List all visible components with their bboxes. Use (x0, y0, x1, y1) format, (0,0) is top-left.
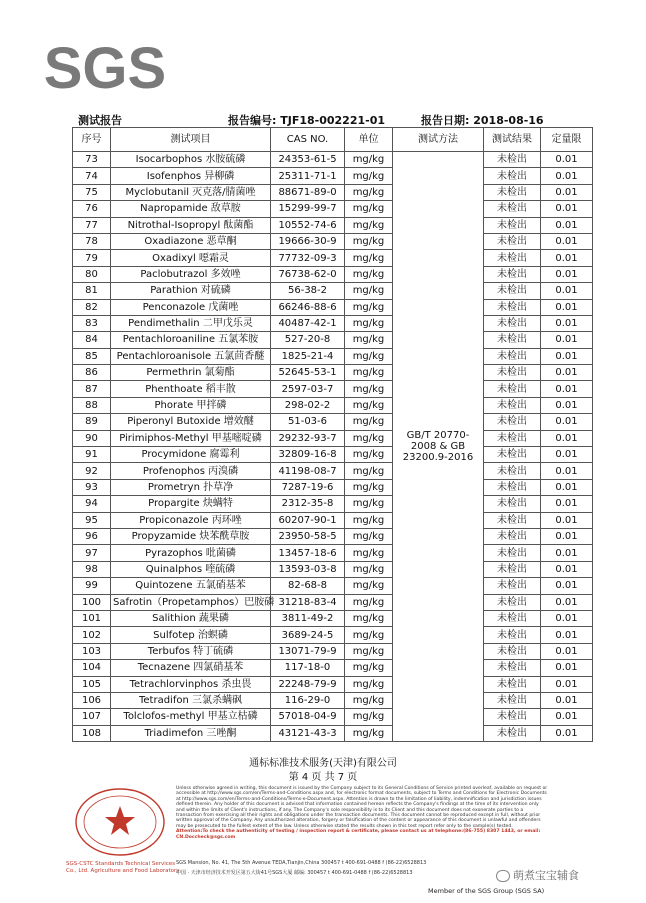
table-row (73, 299, 593, 315)
unit: mg/kg (345, 152, 393, 168)
quantification-limit: 0.01 (541, 578, 593, 594)
table-row (73, 594, 593, 610)
cas-number: 22248-79-9 (271, 676, 345, 692)
quantification-limit: 0.01 (541, 168, 593, 184)
unit: mg/kg (345, 528, 393, 544)
quantification-limit: 0.01 (541, 545, 593, 561)
test-result: 未检出 (484, 610, 541, 626)
row-number: 89 (73, 414, 111, 430)
quantification-limit: 0.01 (541, 283, 593, 299)
unit: mg/kg (345, 250, 393, 266)
quantification-limit: 0.01 (541, 627, 593, 643)
test-item: Triadimefon 三唑酮 (111, 725, 271, 741)
cas-number: 24353-61-5 (271, 152, 345, 168)
test-result: 未检出 (484, 414, 541, 430)
unit: mg/kg (345, 627, 393, 643)
cas-number: 32809-16-8 (271, 447, 345, 463)
quantification-limit: 0.01 (541, 397, 593, 413)
page-number: 第 4 页 共 7 页 (288, 772, 358, 783)
table-row (73, 676, 593, 692)
unit: mg/kg (345, 381, 393, 397)
test-item: Salithion 蔬果磷 (111, 610, 271, 626)
unit: mg/kg (345, 561, 393, 577)
test-item: Profenophos 丙溴磷 (111, 463, 271, 479)
test-result: 未检出 (484, 152, 541, 168)
cas-number: 2597-03-7 (271, 381, 345, 397)
wechat-icon (496, 870, 510, 882)
quantification-limit: 0.01 (541, 201, 593, 217)
wechat-watermark (496, 867, 579, 883)
table-row (73, 283, 593, 299)
row-number: 81 (73, 283, 111, 299)
row-number: 75 (73, 184, 111, 200)
table-row (73, 447, 593, 463)
cas-number: 19666-30-9 (271, 233, 345, 249)
test-item: Piperonyl Butoxide 增效醚 (111, 414, 271, 430)
row-number: 101 (73, 610, 111, 626)
cas-number: 77732-09-3 (271, 250, 345, 266)
test-item: Propyzamide 炔苯酰草胺 (111, 528, 271, 544)
row-number: 82 (73, 299, 111, 315)
table-row (73, 250, 593, 266)
cas-number: 527-20-8 (271, 332, 345, 348)
quantification-limit: 0.01 (541, 725, 593, 741)
test-item: Tetrachlorvinphos 杀虫畏 (111, 676, 271, 692)
test-result: 未检出 (484, 250, 541, 266)
row-number: 104 (73, 660, 111, 676)
company-name: 通标标准技术服务(天津)有限公司 (249, 758, 397, 769)
test-result: 未检出 (484, 512, 541, 528)
cas-number: 57018-04-9 (271, 709, 345, 725)
unit: mg/kg (345, 463, 393, 479)
quantification-limit: 0.01 (541, 709, 593, 725)
row-number: 88 (73, 397, 111, 413)
unit: mg/kg (345, 299, 393, 315)
quantification-limit: 0.01 (541, 266, 593, 282)
quantification-limit: 0.01 (541, 496, 593, 512)
table-row (73, 610, 593, 626)
report-header (78, 111, 578, 127)
address-cn: 中国 · 天津市经济技术开发区第五大街41号SGS大厦 邮编: 300457 t 400-691-0488 f (86-22)6528813 (176, 870, 413, 876)
sgs-logo (43, 36, 167, 101)
cas-number: 13071-79-9 (271, 643, 345, 659)
cas-number: 13457-18-6 (271, 545, 345, 561)
cas-number: 51-03-6 (271, 414, 345, 430)
column-header: 序号 (73, 128, 111, 152)
test-item: Permethrin 氯菊酯 (111, 365, 271, 381)
quantification-limit: 0.01 (541, 561, 593, 577)
test-result: 未检出 (484, 283, 541, 299)
column-header: CAS NO. (271, 128, 345, 152)
table-row (73, 430, 593, 446)
cas-number: 1825-21-4 (271, 348, 345, 364)
column-header: 测试结果 (484, 128, 541, 152)
unit: mg/kg (345, 332, 393, 348)
report-number: 报告编号: TJF18-002221-01 (228, 114, 386, 127)
quantification-limit: 0.01 (541, 463, 593, 479)
unit: mg/kg (345, 365, 393, 381)
row-number: 98 (73, 561, 111, 577)
cas-number: 56-38-2 (271, 283, 345, 299)
test-result: 未检出 (484, 299, 541, 315)
row-number: 77 (73, 217, 111, 233)
table-row (73, 332, 593, 348)
seal-lab-text: SGS-CSTC Standards Technical Services Co., Ltd. Agriculture and Food Laboratory (66, 861, 180, 874)
test-result: 未检出 (484, 233, 541, 249)
unit: mg/kg (345, 496, 393, 512)
unit: mg/kg (345, 414, 393, 430)
test-result: 未检出 (484, 676, 541, 692)
table-row (73, 463, 593, 479)
test-result: 未检出 (484, 430, 541, 446)
quantification-limit: 0.01 (541, 184, 593, 200)
test-method: GB/T 20770-2008 & GB 23200.9-2016 (393, 152, 484, 742)
test-result: 未检出 (484, 348, 541, 364)
unit: mg/kg (345, 692, 393, 708)
unit: mg/kg (345, 217, 393, 233)
test-result: 未检出 (484, 561, 541, 577)
unit: mg/kg (345, 447, 393, 463)
test-result: 未检出 (484, 332, 541, 348)
quantification-limit: 0.01 (541, 332, 593, 348)
test-item: Terbufos 特丁硫磷 (111, 643, 271, 659)
quantification-limit: 0.01 (541, 676, 593, 692)
row-number: 78 (73, 233, 111, 249)
test-item: Quintozene 五氯硝基苯 (111, 578, 271, 594)
row-number: 95 (73, 512, 111, 528)
row-number: 99 (73, 578, 111, 594)
sgs-logo-text: SGS (43, 36, 167, 101)
results-table (72, 127, 593, 742)
row-number: 90 (73, 430, 111, 446)
cas-number: 29232-93-7 (271, 430, 345, 446)
unit: mg/kg (345, 610, 393, 626)
quantification-limit: 0.01 (541, 414, 593, 430)
test-item: Penconazole 戊菌唑 (111, 299, 271, 315)
row-number: 93 (73, 479, 111, 495)
quantification-limit: 0.01 (541, 479, 593, 495)
test-result: 未检出 (484, 545, 541, 561)
row-number: 73 (73, 152, 111, 168)
test-item: Tolclofos-methyl 甲基立枯磷 (111, 709, 271, 725)
attention-text: Attention:To check the authenticity of testing / inspection report & certificate, please contact us at telephone:(86-755) 8307 1443, or email: CN.Doccheck@sgs.com (176, 829, 541, 840)
quantification-limit: 0.01 (541, 528, 593, 544)
unit: mg/kg (345, 512, 393, 528)
report-date: 报告日期: 2018-08-16 (421, 114, 544, 127)
test-item: Pirimiphos-Methyl 甲基嘧啶磷 (111, 430, 271, 446)
table-header-row (73, 128, 593, 152)
row-number: 85 (73, 348, 111, 364)
quantification-limit: 0.01 (541, 348, 593, 364)
test-result: 未检出 (484, 447, 541, 463)
quantification-limit: 0.01 (541, 152, 593, 168)
row-number: 108 (73, 725, 111, 741)
unit: mg/kg (345, 709, 393, 725)
row-number: 107 (73, 709, 111, 725)
row-number: 97 (73, 545, 111, 561)
test-item: Prometryn 扑草净 (111, 479, 271, 495)
quantification-limit: 0.01 (541, 365, 593, 381)
row-number: 80 (73, 266, 111, 282)
table-row (73, 315, 593, 331)
test-result: 未检出 (484, 381, 541, 397)
table-row (73, 348, 593, 364)
test-item: Sulfotep 治螟磷 (111, 627, 271, 643)
test-item: Procymidone 腐霉利 (111, 447, 271, 463)
quantification-limit: 0.01 (541, 430, 593, 446)
table-row (73, 528, 593, 544)
cas-number: 41198-08-7 (271, 463, 345, 479)
address-en: SGS Mansion, No. 41, The 5th Avenue TEDA,Tianjin,China 300457 t 400-691-0488 f (86-22)6528813 (176, 860, 427, 866)
column-header: 单位 (345, 128, 393, 152)
unit: mg/kg (345, 168, 393, 184)
table-body (73, 152, 593, 742)
test-item: Safrotin（Propetamphos）巴胺磷 (111, 594, 271, 610)
test-result: 未检出 (484, 496, 541, 512)
test-item: Parathion 对硫磷 (111, 283, 271, 299)
unit: mg/kg (345, 545, 393, 561)
quantification-limit: 0.01 (541, 233, 593, 249)
cas-number: 13593-03-8 (271, 561, 345, 577)
test-result: 未检出 (484, 463, 541, 479)
quantification-limit: 0.01 (541, 610, 593, 626)
test-result: 未检出 (484, 578, 541, 594)
unit: mg/kg (345, 430, 393, 446)
row-number: 79 (73, 250, 111, 266)
cas-number: 25311-71-1 (271, 168, 345, 184)
quantification-limit: 0.01 (541, 315, 593, 331)
test-item: Pendimethalin 二甲戊乐灵 (111, 315, 271, 331)
column-header: 测试方法 (393, 128, 484, 152)
quantification-limit: 0.01 (541, 447, 593, 463)
table-row (73, 545, 593, 561)
quantification-limit: 0.01 (541, 512, 593, 528)
disclaimer-text: Unless otherwise agreed in writing, this document is issued by the Company subject to its General Conditions of Service printed overleaf, available on request or accessible at http://www.sgs.com/en/Terms-and-Conditions.aspx and, for electronic format documents, subject to Terms and Conditions for Electronic Documents at http://www.sgs.com/en/Terms-and-Conditions/Terms-e-Document.aspx. Attention is drawn to the limitation of liability, indemnification and jurisdiction issues defined therein. Any holder of this document is advised that information contained hereon reflects the Company's findings at the time of its intervention only and within the limits of Client's instructions, if any. The Company's sole responsibility is to its Client and this document does not exonerate parties to a transaction from exercising all their rights and obligations under the transaction documents. This document cannot be reproduced except in full, without prior written approval of the Company. Any unauthorized alteration, forgery or falsification of the content or appearance of this document is unlawful and offenders may be prosecuted to the fullest extent of the law. Unless otherwise stated the results shown in this test report refer only to the sample(s) tested. (176, 786, 548, 829)
cas-number: 76738-62-0 (271, 266, 345, 282)
cas-number: 10552-74-6 (271, 217, 345, 233)
row-number: 94 (73, 496, 111, 512)
test-result: 未检出 (484, 184, 541, 200)
unit: mg/kg (345, 594, 393, 610)
row-number: 100 (73, 594, 111, 610)
row-number: 76 (73, 201, 111, 217)
test-result: 未检出 (484, 479, 541, 495)
column-header: 定量限 (541, 128, 593, 152)
table-row (73, 381, 593, 397)
row-number: 74 (73, 168, 111, 184)
row-number: 106 (73, 692, 111, 708)
test-result: 未检出 (484, 627, 541, 643)
unit: mg/kg (345, 266, 393, 282)
test-item: Isofenphos 异柳磷 (111, 168, 271, 184)
table-row (73, 627, 593, 643)
test-result: 未检出 (484, 266, 541, 282)
test-item: Propargite 炔螨特 (111, 496, 271, 512)
table-row (73, 692, 593, 708)
row-number: 87 (73, 381, 111, 397)
test-item: Quinalphos 喹硫磷 (111, 561, 271, 577)
test-result: 未检出 (484, 709, 541, 725)
test-item: Phorate 甲拌磷 (111, 397, 271, 413)
unit: mg/kg (345, 397, 393, 413)
unit: mg/kg (345, 660, 393, 676)
cas-number: 60207-90-1 (271, 512, 345, 528)
test-result: 未检出 (484, 660, 541, 676)
test-item: Pyrazophos 吡菌磷 (111, 545, 271, 561)
unit: mg/kg (345, 578, 393, 594)
test-result: 未检出 (484, 594, 541, 610)
quantification-limit: 0.01 (541, 381, 593, 397)
test-item: Isocarbophos 水胺硫磷 (111, 152, 271, 168)
test-result: 未检出 (484, 315, 541, 331)
test-item: Myclobutanil 灭克落/腈菌唑 (111, 184, 271, 200)
test-item: Phenthoate 稻丰散 (111, 381, 271, 397)
quantification-limit: 0.01 (541, 250, 593, 266)
test-result: 未检出 (484, 397, 541, 413)
row-number: 102 (73, 627, 111, 643)
table-row (73, 479, 593, 495)
quantification-limit: 0.01 (541, 594, 593, 610)
test-result: 未检出 (484, 643, 541, 659)
unit: mg/kg (345, 725, 393, 741)
quantification-limit: 0.01 (541, 217, 593, 233)
cas-number: 298-02-2 (271, 397, 345, 413)
cas-number: 7287-19-6 (271, 479, 345, 495)
test-result: 未检出 (484, 528, 541, 544)
row-number: 96 (73, 528, 111, 544)
cas-number: 3811-49-2 (271, 610, 345, 626)
row-number: 105 (73, 676, 111, 692)
test-item: Pentachloroaniline 五氯苯胺 (111, 332, 271, 348)
test-item: Oxadixyl 噁霜灵 (111, 250, 271, 266)
test-result: 未检出 (484, 217, 541, 233)
unit: mg/kg (345, 283, 393, 299)
cas-number: 66246-88-6 (271, 299, 345, 315)
cas-number: 15299-99-7 (271, 201, 345, 217)
quantification-limit: 0.01 (541, 660, 593, 676)
row-number: 103 (73, 643, 111, 659)
quantification-limit: 0.01 (541, 643, 593, 659)
unit: mg/kg (345, 676, 393, 692)
test-result: 未检出 (484, 201, 541, 217)
table-row (73, 152, 593, 168)
table-row (73, 266, 593, 282)
row-number: 84 (73, 332, 111, 348)
cas-number: 3689-24-5 (271, 627, 345, 643)
legal-disclaimer (176, 786, 548, 840)
table-row (73, 496, 593, 512)
unit: mg/kg (345, 348, 393, 364)
row-number: 91 (73, 447, 111, 463)
table-row (73, 217, 593, 233)
unit: mg/kg (345, 315, 393, 331)
table-row (73, 414, 593, 430)
cas-number: 82-68-8 (271, 578, 345, 594)
table-row (73, 709, 593, 725)
cas-number: 117-18-0 (271, 660, 345, 676)
test-item: Napropamide 敌草胺 (111, 201, 271, 217)
table-row (73, 184, 593, 200)
table-row (73, 365, 593, 381)
cas-number: 31218-83-4 (271, 594, 345, 610)
cas-number: 43121-43-3 (271, 725, 345, 741)
test-item: Paclobutrazol 多效唑 (111, 266, 271, 282)
table-row (73, 512, 593, 528)
test-item: Nitrothal-Isopropyl 酞菌酯 (111, 217, 271, 233)
test-item: Propiconazole 丙环唑 (111, 512, 271, 528)
table-row (73, 561, 593, 577)
cas-number: 40487-42-1 (271, 315, 345, 331)
wechat-name: 萌煮宝宝辅食 (513, 869, 579, 882)
row-number: 83 (73, 315, 111, 331)
test-item: Tetradifon 三氯杀螨砜 (111, 692, 271, 708)
row-number: 86 (73, 365, 111, 381)
test-result: 未检出 (484, 692, 541, 708)
column-header: 测试项目 (111, 128, 271, 152)
cas-number: 23950-58-5 (271, 528, 345, 544)
cas-number: 88671-89-0 (271, 184, 345, 200)
table-row (73, 168, 593, 184)
quantification-limit: 0.01 (541, 692, 593, 708)
table-row (73, 660, 593, 676)
row-number: 92 (73, 463, 111, 479)
test-item: Oxadiazone 恶草酮 (111, 233, 271, 249)
unit: mg/kg (345, 479, 393, 495)
test-result: 未检出 (484, 365, 541, 381)
test-item: Pentachloroanisole 五氯茴香醚 (111, 348, 271, 364)
table-row (73, 725, 593, 741)
table-row (73, 397, 593, 413)
cas-number: 116-29-0 (271, 692, 345, 708)
table-row (73, 233, 593, 249)
test-result: 未检出 (484, 168, 541, 184)
table-row (73, 201, 593, 217)
quantification-limit: 0.01 (541, 299, 593, 315)
cas-number: 2312-35-8 (271, 496, 345, 512)
member-text: Member of the SGS Group (SGS SA) (428, 887, 545, 895)
table-row (73, 578, 593, 594)
unit: mg/kg (345, 201, 393, 217)
test-result: 未检出 (484, 725, 541, 741)
unit: mg/kg (345, 184, 393, 200)
seal-stamp (72, 786, 168, 858)
unit: mg/kg (345, 233, 393, 249)
table-row (73, 643, 593, 659)
cas-number: 52645-53-1 (271, 365, 345, 381)
report-label: 测试报告 (78, 114, 122, 127)
test-item: Tecnazene 四氯硝基苯 (111, 660, 271, 676)
unit: mg/kg (345, 643, 393, 659)
